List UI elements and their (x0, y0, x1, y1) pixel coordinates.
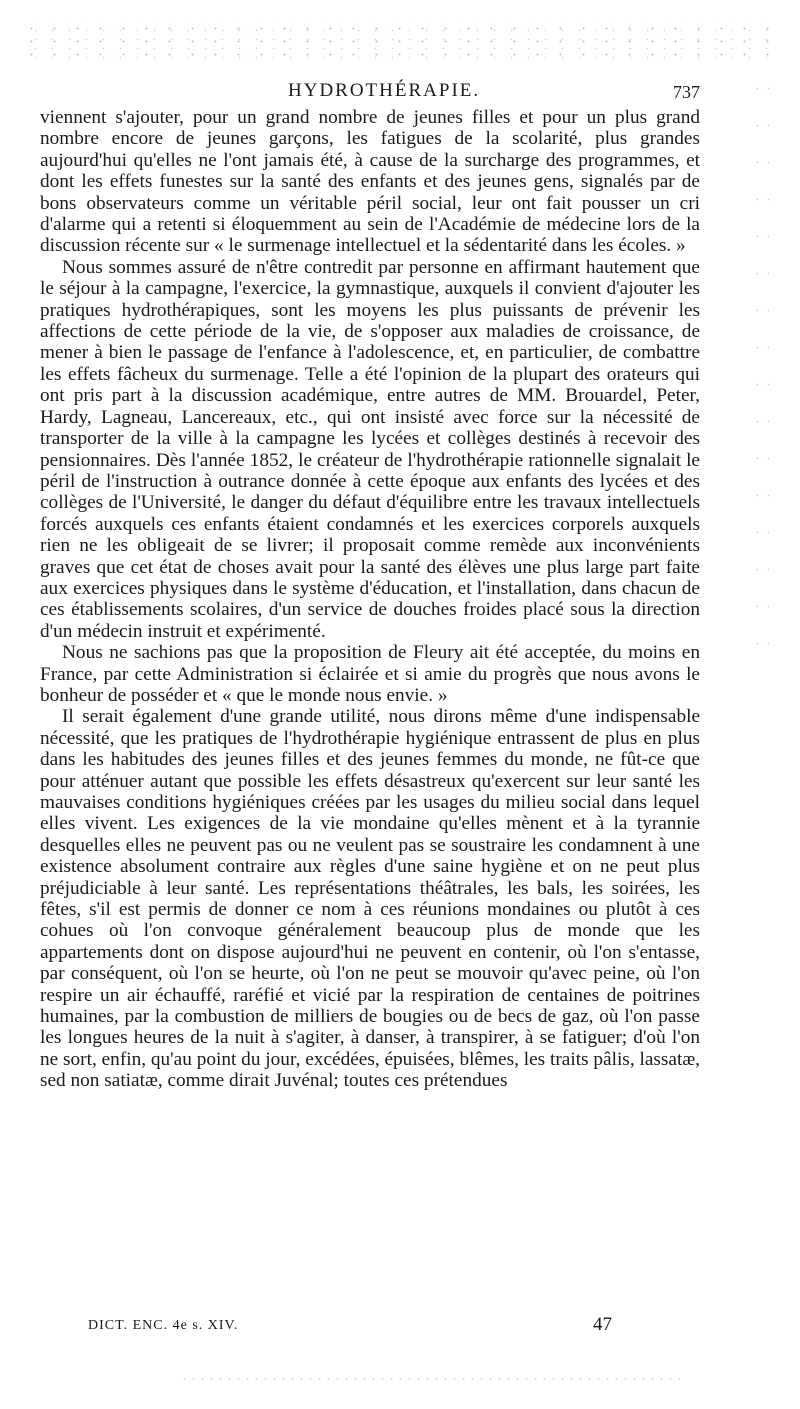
body-text (40, 107, 700, 1092)
page-header (40, 80, 700, 106)
scan-speckle-top (20, 22, 770, 62)
running-head: HYDROTHÉRAPIE. (288, 80, 481, 101)
page-footer (40, 1314, 700, 1340)
scan-speckle-bottom (180, 1376, 680, 1382)
paragraph: Il serait également d'une grande utilité, nous dirons même d'une indispensable nécessité, que les pratiques de l'hydrothérapie hygiénique entrassent de plus en plus dans les habitudes des jeunes filles et des jeunes femmes du monde, ne fût-ce que pour atténuer autant que possible les effets désastreux qu'exercent sur leur santé les mauvaises conditions hygiéniques créées par les usages du milieu social dans lequel elles vivent. Les exigences de la vie mondaine qu'elles mènent et à la tyrannie desquelles elles ne peuvent pas ou ne veulent pas se soustraire les condamnent à une existence absolument contraire aux règles d'une saine hygiène et on ne peut plus préjudiciable à leur santé. Les représentations théâtrales, les bals, les soirées, les fêtes, s'il est permis de donner ce nom à ces réunions mondaines ou plutôt à ces cohues où l'on convoque généralement beaucoup plus de monde que les appartements dont on dispose aujourd'hui ne peuvent en contenir, où l'on s'entasse, par conséquent, où l'on se heurte, où l'on ne peut se mouvoir qu'avec peine, où l'on respire un air échauffé, raréfié et vicié par la respiration de centaines de poitrines humaines, par la combustion de milliers de bougies ou de becs de gaz, où l'on passe les longues heures de la nuit à s'agiter, à danser, à transpirer, à se fatiguer; d'où l'on ne sort, enfin, qu'au point du jour, excédées, épuisées, blêmes, les traits pâlis, lassatæ, sed non satiatæ, comme dirait Juvénal; toutes ces prétendues (40, 706, 700, 1092)
paragraph-continued: viennent s'ajouter, pour un grand nombre de jeunes filles et pour un plus grand nombre encore de jeunes garçons, les fatigues de la scolarité, plus grandes aujourd'hui qu'elles ne l'ont jamais été, à cause de la surcharge des programmes, et dont les effets funestes sur la santé des enfants et des jeunes gens, signalés par de bons observateurs comme un véritable péril social, leur ont fait pousser un cri d'alarme qui a retenti si éloquemment au sein de l'Académie de médecine lors de la discussion récente sur « le surmenage intellectuel et la sédentarité dans les écoles. » (40, 107, 700, 257)
paragraph: Nous ne sachions pas que la proposition de Fleury ait été acceptée, du moins en France, par cette Administration si éclairée et si amie du progrès que nous avons le bonheur de posséder et « que le monde nous envie. » (40, 642, 700, 706)
paragraph: Nous sommes assuré de n'être contredit par personne en affirmant hautement que le séjour à la campagne, l'exercice, la gymnastique, auxquels il convient d'ajouter les pratiques hydrothérapiques, sont les moyens les plus puissants de prévenir les affections de cette période de la vie, de s'opposer aux maladies de croissance, de mener à bien le passage de l'enfance à l'adolescence, et, en particulier, de combattre les effets fâcheux du surmenage. Telle a été l'opinion de la plupart des orateurs qui ont pris part à la discussion académique, entre autres de MM. Brouardel, Peter, Hardy, Lagneau, Lancereaux, etc., qui ont insisté avec force sur la nécessité de transporter de la ville à la campagne les lycées et collèges destinés à recevoir des pensionnaires. Dès l'année 1852, le créateur de l'hydrothérapie rationnelle signalait le péril de l'instruction à outrance donnée à cette époque aux enfants des lycées et des collèges de l'Université, le danger du défaut d'équilibre entre les travaux intellectuels forcés auxquels ces enfants étaient condamnés et les exercices corporels auxquels rien ne les obligeait de se livrer; il proposait comme remède aux inconvénients graves que cet état de choses avait pour la santé des élèves une plus large part faite aux exercices physiques dans le système d'éducation, et l'installation, dans chacun de ces établissements scolaires, d'un service de douches froides placé sous la direction d'un médecin instruit et expérimenté. (40, 256, 700, 642)
page-number: 737 (673, 82, 700, 102)
scan-speckle-margin (752, 70, 774, 670)
printer-signature: DICT. ENC. 4e s. XIV. (88, 1318, 239, 1333)
sheet-number: 47 (593, 1314, 612, 1335)
